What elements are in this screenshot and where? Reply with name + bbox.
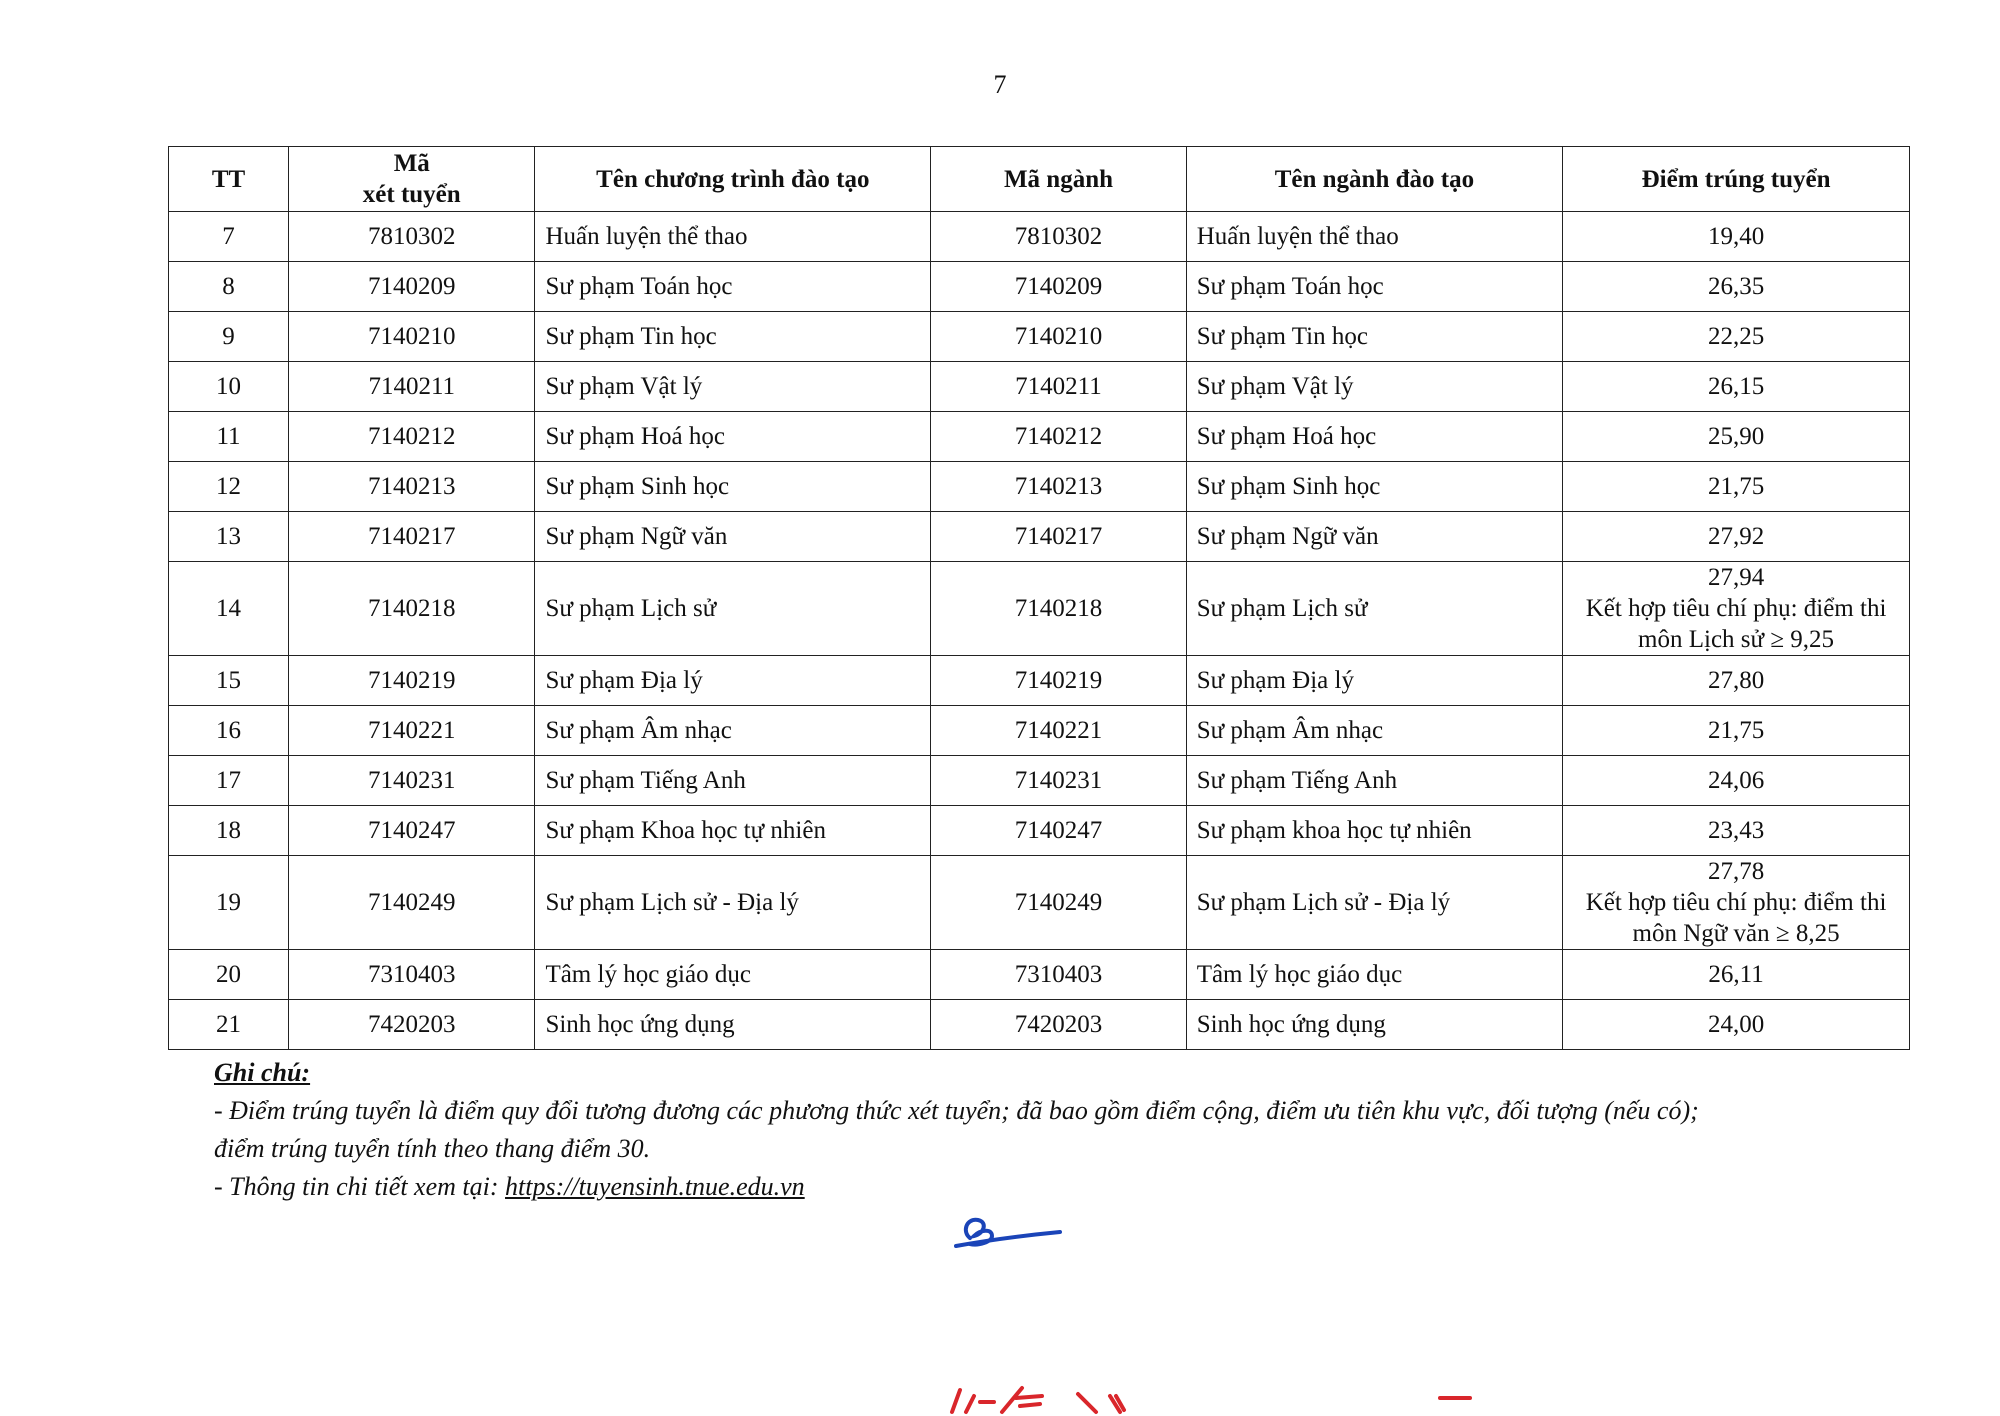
header-ma-xet-tuyen [289,147,535,212]
cell-diem: 25,90 [1563,412,1910,462]
cell-tt: 13 [169,512,289,562]
cell-diem: 19,40 [1563,212,1910,262]
cell-nganh: Sư phạm Tin học [1186,312,1562,362]
cell-nganh: Sư phạm Hoá học [1186,412,1562,462]
score-value: 27,78 [1707,858,1765,885]
table-row [169,212,1910,262]
score-criteria-line2: môn Lịch sử ≥ 9,25 [1638,626,1835,653]
table-row [169,412,1910,462]
cell-ma-xet-tuyen: 7140213 [289,462,535,512]
cell-diem: 24,06 [1563,756,1910,806]
table-row [169,856,1910,950]
header-ma-nganh: Mã ngành [931,147,1186,212]
cell-ma-nganh: 7140211 [931,362,1186,412]
notes-title: Ghi chú: [214,1058,311,1087]
table-row [169,312,1910,362]
header-diem-trung-tuyen: Điểm trúng tuyển [1563,147,1910,212]
table-row [169,562,1910,656]
cell-tt: 12 [169,462,289,512]
cell-chuong-trinh: Sư phạm Vật lý [535,362,931,412]
cell-tt: 17 [169,756,289,806]
cell-tt: 18 [169,806,289,856]
cell-nganh: Sư phạm Lịch sử [1186,562,1562,656]
cell-diem: 27,80 [1563,656,1910,706]
cell-diem: 24,00 [1563,1000,1910,1050]
cell-tt: 10 [169,362,289,412]
header-ten-chuong-trinh: Tên chương trình đào tạo [535,147,931,212]
table-row [169,462,1910,512]
cell-ma-nganh: 7140217 [931,512,1186,562]
cell-tt: 15 [169,656,289,706]
cell-chuong-trinh: Sinh học ứng dụng [535,1000,931,1050]
cell-nganh: Sư phạm Tiếng Anh [1186,756,1562,806]
cell-nganh: Huấn luyện thể thao [1186,212,1562,262]
notes-line-1: - Điểm trúng tuyển là điểm quy đổi tương đương các phương thức xét tuyển; đã bao gồm điểm cộng, điểm ưu tiên khu vực, đối tượng (nếu có); [214,1096,1699,1125]
signature-mark [948,1206,1068,1256]
cell-ma-nganh: 7310403 [931,950,1186,1000]
cell-nganh: Sư phạm Âm nhạc [1186,706,1562,756]
table-row [169,806,1910,856]
cell-tt: 21 [169,1000,289,1050]
admission-scores-table [168,146,1910,1050]
cell-nganh: Sinh học ứng dụng [1186,1000,1562,1050]
cell-diem: 26,15 [1563,362,1910,412]
cell-tt: 9 [169,312,289,362]
cell-chuong-trinh: Huấn luyện thể thao [535,212,931,262]
header-ma-line1: Mã [393,150,430,177]
cell-ma-nganh: 7140247 [931,806,1186,856]
cell-chuong-trinh: Sư phạm Lịch sử [535,562,931,656]
cell-ma-xet-tuyen: 7140209 [289,262,535,312]
cell-diem: 26,35 [1563,262,1910,312]
cell-ma-xet-tuyen: 7140221 [289,706,535,756]
cell-diem [1563,562,1910,656]
cell-chuong-trinh: Sư phạm Ngữ văn [535,512,931,562]
cell-diem: 21,75 [1563,706,1910,756]
cell-chuong-trinh: Sư phạm Lịch sử - Địa lý [535,856,931,950]
table-row [169,756,1910,806]
score-criteria-line2: môn Ngữ văn ≥ 8,25 [1632,920,1840,947]
cell-diem: 27,92 [1563,512,1910,562]
score-criteria-line1: Kết hợp tiêu chí phụ: điểm thi [1585,595,1887,622]
cell-chuong-trinh: Tâm lý học giáo dục [535,950,931,1000]
cell-diem: 21,75 [1563,462,1910,512]
cell-ma-xet-tuyen: 7140210 [289,312,535,362]
cell-diem: 22,25 [1563,312,1910,362]
cell-tt: 20 [169,950,289,1000]
cell-ma-xet-tuyen: 7140247 [289,806,535,856]
cell-ma-nganh: 7140213 [931,462,1186,512]
table-row [169,1000,1910,1050]
cell-ma-xet-tuyen: 7140218 [289,562,535,656]
table-row [169,706,1910,756]
cell-nganh: Sư phạm Lịch sử - Địa lý [1186,856,1562,950]
notes-section [214,1054,1914,1206]
cell-ma-nganh: 7140221 [931,706,1186,756]
cell-chuong-trinh: Sư phạm Địa lý [535,656,931,706]
cell-ma-xet-tuyen: 7140211 [289,362,535,412]
cell-diem [1563,856,1910,950]
cell-chuong-trinh: Sư phạm Toán học [535,262,931,312]
cell-chuong-trinh: Sư phạm Hoá học [535,412,931,462]
cell-tt: 14 [169,562,289,656]
cell-nganh: Sư phạm Địa lý [1186,656,1562,706]
cell-chuong-trinh: Sư phạm Tin học [535,312,931,362]
cell-nganh: Sư phạm Vật lý [1186,362,1562,412]
cell-ma-xet-tuyen: 7140231 [289,756,535,806]
cell-tt: 16 [169,706,289,756]
cell-ma-nganh: 7140219 [931,656,1186,706]
header-tt: TT [169,147,289,212]
cell-ma-xet-tuyen: 7420203 [289,1000,535,1050]
cell-ma-nganh: 7140209 [931,262,1186,312]
cell-ma-xet-tuyen: 7140212 [289,412,535,462]
notes-line-2: điểm trúng tuyển tính theo thang điểm 30. [214,1134,651,1163]
notes-line-3-prefix: - Thông tin chi tiết xem tại: [214,1172,506,1201]
cell-ma-xet-tuyen: 7140217 [289,512,535,562]
score-criteria-line1: Kết hợp tiêu chí phụ: điểm thi [1585,889,1887,916]
cell-ma-nganh: 7140212 [931,412,1186,462]
table-row [169,262,1910,312]
cell-ma-nganh: 7810302 [931,212,1186,262]
cell-diem: 26,11 [1563,950,1910,1000]
cell-ma-nganh: 7420203 [931,1000,1186,1050]
cell-tt: 19 [169,856,289,950]
cell-ma-nganh: 7140249 [931,856,1186,950]
cell-ma-nganh: 7140210 [931,312,1186,362]
cell-ma-xet-tuyen: 7310403 [289,950,535,1000]
cell-tt: 8 [169,262,289,312]
red-stamp-fragment [940,1382,1480,1416]
score-value: 27,94 [1707,564,1765,591]
cell-tt: 11 [169,412,289,462]
cell-ma-xet-tuyen: 7810302 [289,212,535,262]
table-row [169,950,1910,1000]
cell-ma-nganh: 7140231 [931,756,1186,806]
notes-line-3 [214,1168,1914,1206]
cell-nganh: Sư phạm khoa học tự nhiên [1186,806,1562,856]
cell-nganh: Sư phạm Sinh học [1186,462,1562,512]
table-header-row [169,147,1910,212]
cell-ma-xet-tuyen: 7140249 [289,856,535,950]
cell-nganh: Tâm lý học giáo dục [1186,950,1562,1000]
cell-diem: 23,43 [1563,806,1910,856]
table-row [169,656,1910,706]
cell-nganh: Sư phạm Toán học [1186,262,1562,312]
cell-tt: 7 [169,212,289,262]
header-ten-nganh: Tên ngành đào tạo [1186,147,1562,212]
cell-ma-xet-tuyen: 7140219 [289,656,535,706]
cell-chuong-trinh: Sư phạm Tiếng Anh [535,756,931,806]
cell-chuong-trinh: Sư phạm Khoa học tự nhiên [535,806,931,856]
cell-chuong-trinh: Sư phạm Sinh học [535,462,931,512]
header-ma-line2: xét tuyển [362,181,461,208]
admission-website-link[interactable]: https://tuyensinh.tnue.edu.vn [505,1172,805,1201]
cell-chuong-trinh: Sư phạm Âm nhạc [535,706,931,756]
table-row [169,512,1910,562]
page-number: 7 [993,70,1007,99]
cell-ma-nganh: 7140218 [931,562,1186,656]
table-row [169,362,1910,412]
cell-nganh: Sư phạm Ngữ văn [1186,512,1562,562]
